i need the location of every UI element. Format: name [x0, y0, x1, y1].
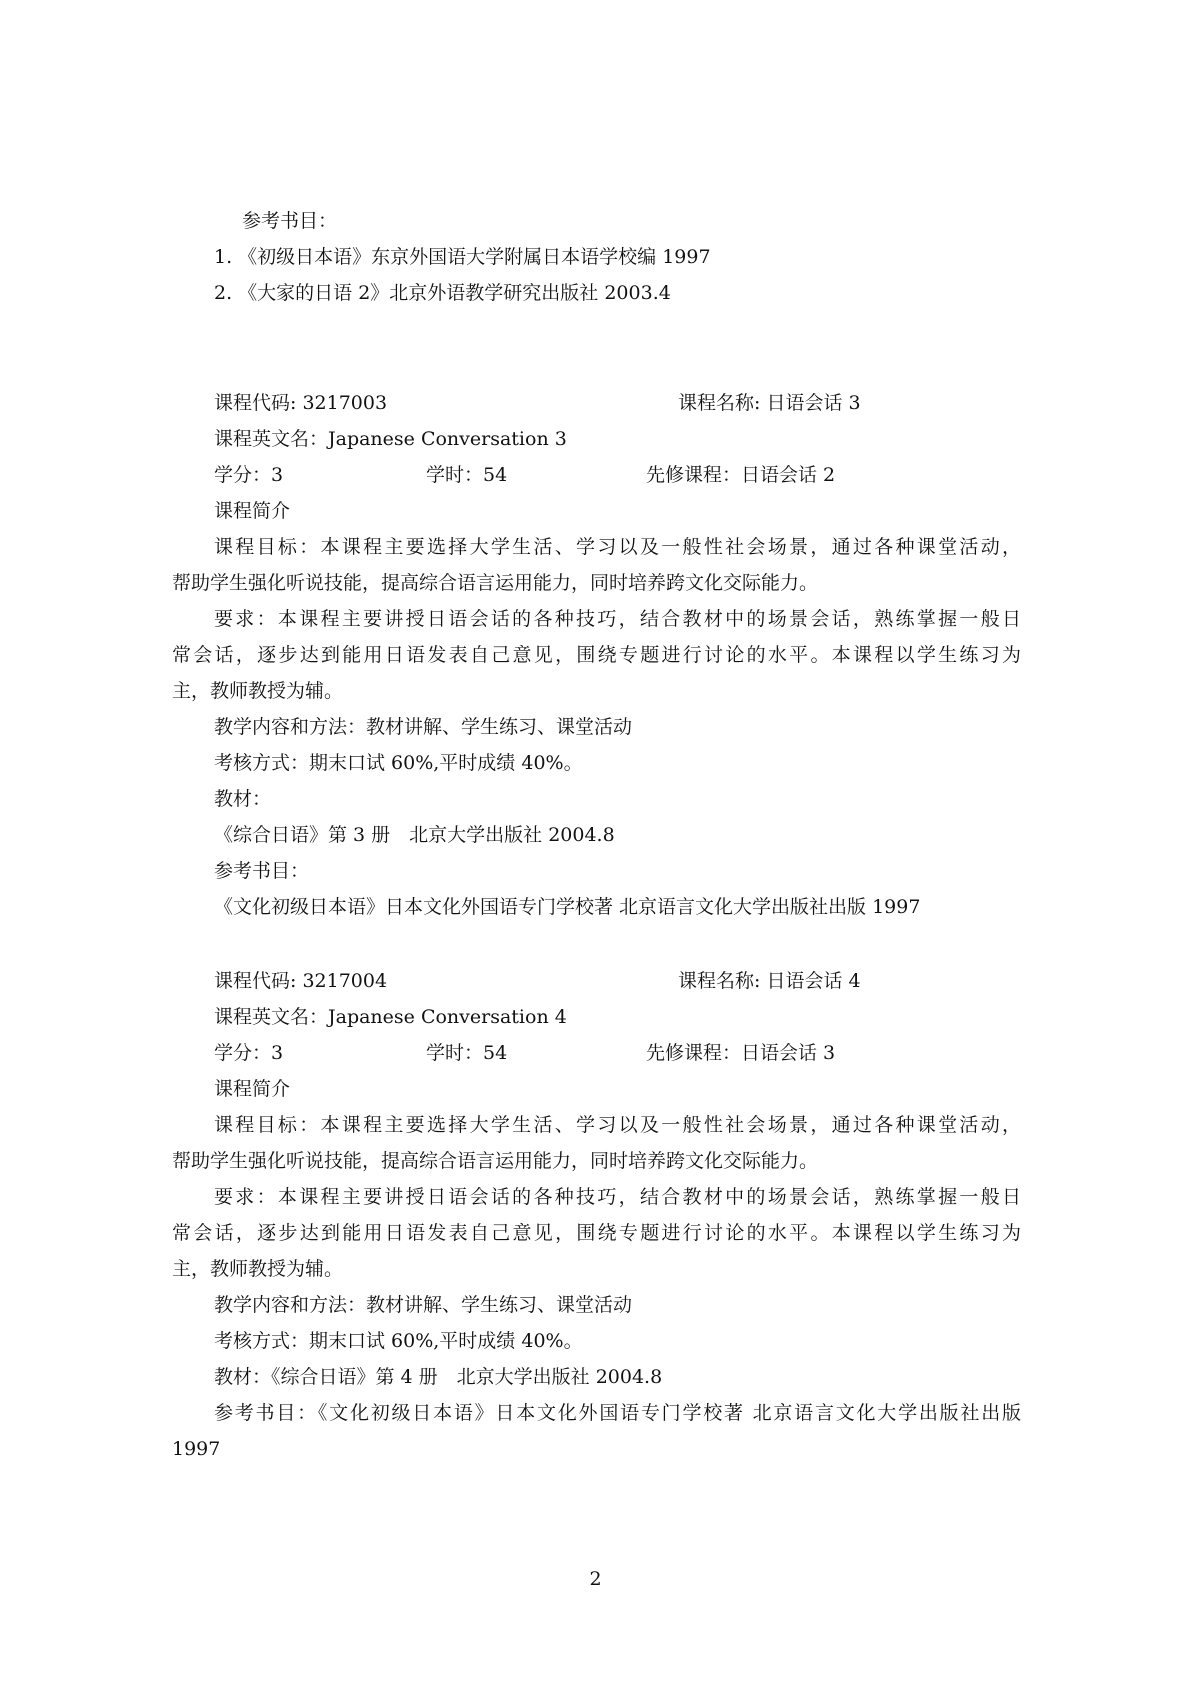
top-ref-item-1: 1. 《初级日本语》东京外国语大学附属日本语学校编 1997	[214, 246, 711, 268]
course4-code: 课程代码: 3217004	[214, 970, 388, 992]
course3-textbook: 《综合日语》第 3 册 北京大学出版社 2004.8	[214, 824, 615, 846]
course4-req-line-1: 要求：本课程主要讲授日语会话的各种技巧，结合教材中的场景会话，熟练掌握一般日	[214, 1186, 1021, 1208]
course4-textbook: 教材：《综合日语》第 4 册 北京大学出版社 2004.8	[214, 1366, 663, 1388]
course3-ref: 《文化初级日本语》日本文化外国语专门学校著 北京语言文化大学出版社出版 1997	[214, 896, 921, 918]
course4-req-line-3: 主，教师教授为辅。	[172, 1258, 344, 1280]
course4-hours: 学时：54	[426, 1042, 508, 1064]
course4-exam: 考核方式：期末口试 60%,平时成绩 40%。	[214, 1330, 583, 1352]
course3-textbook-label: 教材：	[214, 788, 272, 810]
course3-req-line-2: 常会话，逐步达到能用日语发表自己意见，围绕专题进行讨论的水平。本课程以学生练习为	[172, 644, 1021, 666]
top-refs-heading: 参考书目：	[242, 210, 338, 232]
course3-goal-line-2: 帮助学生强化听说技能，提高综合语言运用能力，同时培养跨文化交际能力。	[172, 572, 819, 594]
top-ref-item-2: 2. 《大家的日语 2》北京外语教学研究出版社 2003.4	[214, 282, 671, 304]
course3-ref-label: 参考书目：	[214, 860, 310, 882]
course4-req-line-2: 常会话，逐步达到能用日语发表自己意见，围绕专题进行讨论的水平。本课程以学生练习为	[172, 1222, 1021, 1244]
course3-name: 课程名称: 日语会话 3	[678, 392, 861, 414]
course4-goal-line-2: 帮助学生强化听说技能，提高综合语言运用能力，同时培养跨文化交际能力。	[172, 1150, 819, 1172]
course4-content: 教学内容和方法：教材讲解、学生练习、课堂活动	[214, 1294, 633, 1316]
course3-goal-line-1: 课程目标：本课程主要选择大学生活、学习以及一般性社会场景，通过各种课堂活动，	[214, 536, 1021, 558]
course4-ref-line-1: 参考书目：《文化初级日本语》日本文化外国语专门学校著 北京语言文化大学出版社出版	[214, 1402, 1021, 1424]
course4-credit: 学分：3	[214, 1042, 284, 1064]
course4-name: 课程名称: 日语会话 4	[678, 970, 861, 992]
course3-code: 课程代码: 3217003	[214, 392, 388, 414]
course4-intro-label: 课程简介	[214, 1078, 291, 1100]
page-number: 2	[589, 1568, 602, 1590]
course3-english-name: 课程英文名：Japanese Conversation 3	[214, 428, 567, 450]
course3-prereq: 先修课程：日语会话 2	[646, 464, 836, 486]
course3-content: 教学内容和方法：教材讲解、学生练习、课堂活动	[214, 716, 633, 738]
course3-req-line-1: 要求：本课程主要讲授日语会话的各种技巧，结合教材中的场景会话，熟练掌握一般日	[214, 608, 1021, 630]
course4-ref-line-2: 1997	[172, 1438, 221, 1460]
course3-exam: 考核方式：期末口试 60%,平时成绩 40%。	[214, 752, 583, 774]
course4-goal-line-1: 课程目标：本课程主要选择大学生活、学习以及一般性社会场景，通过各种课堂活动，	[214, 1114, 1021, 1136]
course4-prereq: 先修课程：日语会话 3	[646, 1042, 836, 1064]
course3-intro-label: 课程简介	[214, 500, 291, 522]
course3-hours: 学时：54	[426, 464, 508, 486]
course4-english-name: 课程英文名：Japanese Conversation 4	[214, 1006, 567, 1028]
course3-credit: 学分：3	[214, 464, 284, 486]
course3-req-line-3: 主，教师教授为辅。	[172, 680, 344, 702]
